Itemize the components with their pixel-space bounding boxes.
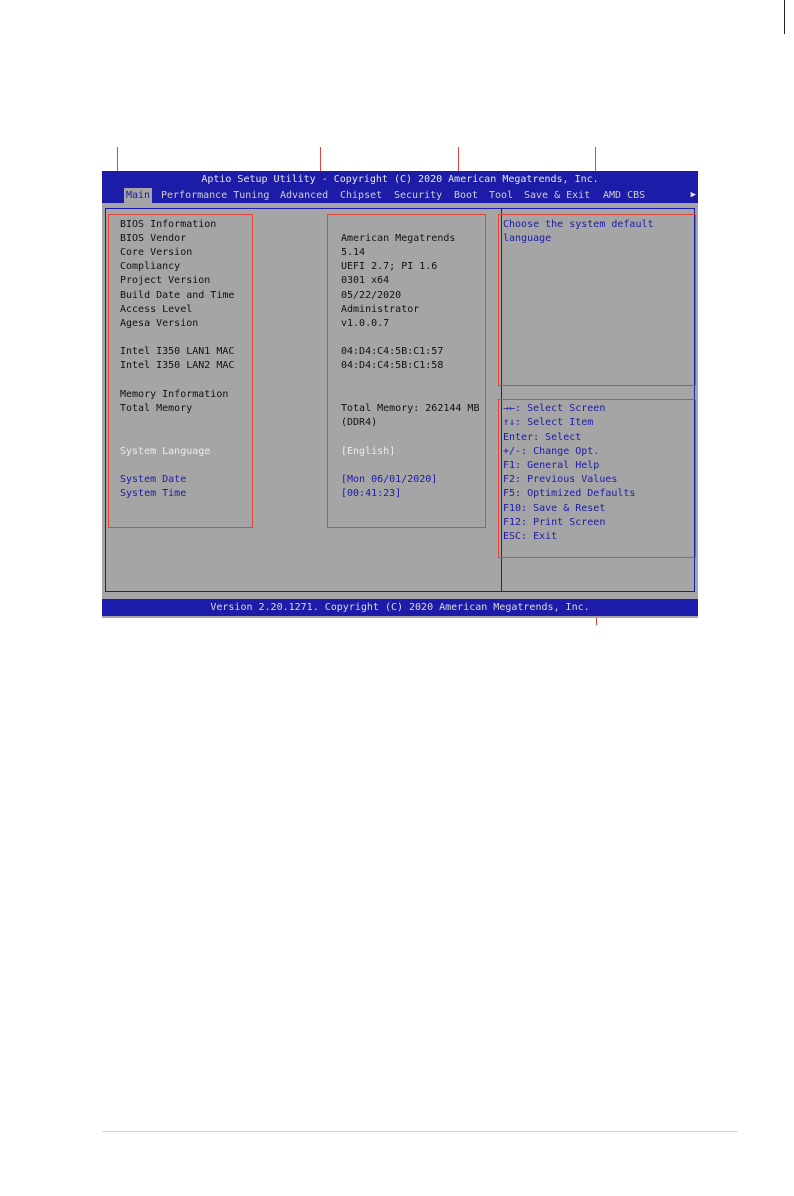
key-hint-previous-values: F2: Previous Values (503, 474, 618, 485)
menu-tab-amd-cbs[interactable]: AMD CBS (603, 190, 646, 201)
page-bottom-rule (102, 1131, 738, 1132)
menu-tab-save-exit[interactable]: Save & Exit (524, 190, 591, 201)
system-time-field[interactable]: [00:41:23] (341, 488, 402, 499)
key-hint-print-screen: F12: Print Screen (503, 517, 606, 528)
menu-tab-security[interactable]: Security (394, 190, 443, 201)
system-language-label[interactable]: System Language (120, 446, 211, 457)
menu-tab-chipset[interactable]: Chipset (340, 190, 383, 201)
page-trim-mark (784, 0, 785, 34)
callout-box-menu-items (108, 214, 253, 528)
menu-tab-main[interactable]: Main (126, 190, 151, 201)
menu-tab-tool[interactable]: Tool (489, 190, 514, 201)
total-memory-value: Total Memory: 262144 MB (341, 403, 480, 414)
menu-scroll-right-icon[interactable]: ▶ (690, 190, 696, 200)
compliancy-value: UEFI 2.7; PI 1.6 (341, 261, 438, 272)
compliancy-label: Compliancy (120, 261, 181, 272)
key-hint-general-help: F1: General Help (503, 460, 600, 471)
key-hint-optimized-defaults: F5: Optimized Defaults (503, 488, 636, 499)
menu-tab-advanced[interactable]: Advanced (280, 190, 329, 201)
key-hint-select-screen: →←: Select Screen (503, 403, 606, 414)
access-level-label: Access Level (120, 304, 193, 315)
help-text-line-1: Choose the system default (503, 219, 654, 230)
build-date-value: 05/22/2020 (341, 290, 402, 301)
system-date-field[interactable]: [Mon 06/01/2020] (341, 474, 438, 485)
core-version-value: 5.14 (341, 247, 366, 258)
menu-tab-performance-tuning[interactable]: Performance Tuning (161, 190, 270, 201)
key-hint-esc-exit: ESC: Exit (503, 531, 558, 542)
memory-info-heading: Memory Information (120, 389, 229, 400)
agesa-version-value: v1.0.0.7 (341, 318, 390, 329)
callout-box-config-fields (327, 214, 486, 528)
callout-box-navigation-keys (498, 399, 696, 558)
project-version-label: Project Version (120, 275, 211, 286)
key-hint-enter: Enter: Select (503, 432, 582, 443)
lan1-mac-label: Intel I350 LAN1 MAC (120, 346, 235, 357)
help-text-line-2: language (503, 233, 552, 244)
bios-vendor-label: BIOS Vendor (120, 233, 187, 244)
total-memory-label: Total Memory (120, 403, 193, 414)
key-hint-save-reset: F10: Save & Reset (503, 503, 606, 514)
key-hint-change-opt: +/-: Change Opt. (503, 446, 600, 457)
system-date-label[interactable]: System Date (120, 474, 187, 485)
lan2-mac-label: Intel I350 LAN2 MAC (120, 360, 235, 371)
lan1-mac-value: 04:D4:C4:5B:C1:57 (341, 346, 444, 357)
build-date-label: Build Date and Time (120, 290, 235, 301)
system-language-field[interactable]: [English] (341, 446, 396, 457)
bios-footer-bar: Version 2.20.1271. Copyright (C) 2020 American Megatrends, Inc. (102, 599, 698, 616)
bios-vendor-value: American Megatrends (341, 233, 456, 244)
bios-menu-bar (102, 188, 698, 203)
bios-title-bar: Aptio Setup Utility - Copyright (C) 2020 American Megatrends, Inc. (102, 171, 698, 188)
project-version-value: 0301 x64 (341, 275, 390, 286)
bios-info-heading: BIOS Information (120, 219, 217, 230)
key-hint-select-item: ↑↓: Select Item (503, 417, 594, 428)
memory-type-value: (DDR4) (341, 417, 378, 428)
lan2-mac-value: 04:D4:C4:5B:C1:58 (341, 360, 444, 371)
access-level-value: Administrator (341, 304, 420, 315)
core-version-label: Core Version (120, 247, 193, 258)
system-time-label[interactable]: System Time (120, 488, 187, 499)
agesa-version-label: Agesa Version (120, 318, 199, 329)
callout-box-general-help (498, 214, 696, 386)
menu-tab-boot[interactable]: Boot (454, 190, 479, 201)
